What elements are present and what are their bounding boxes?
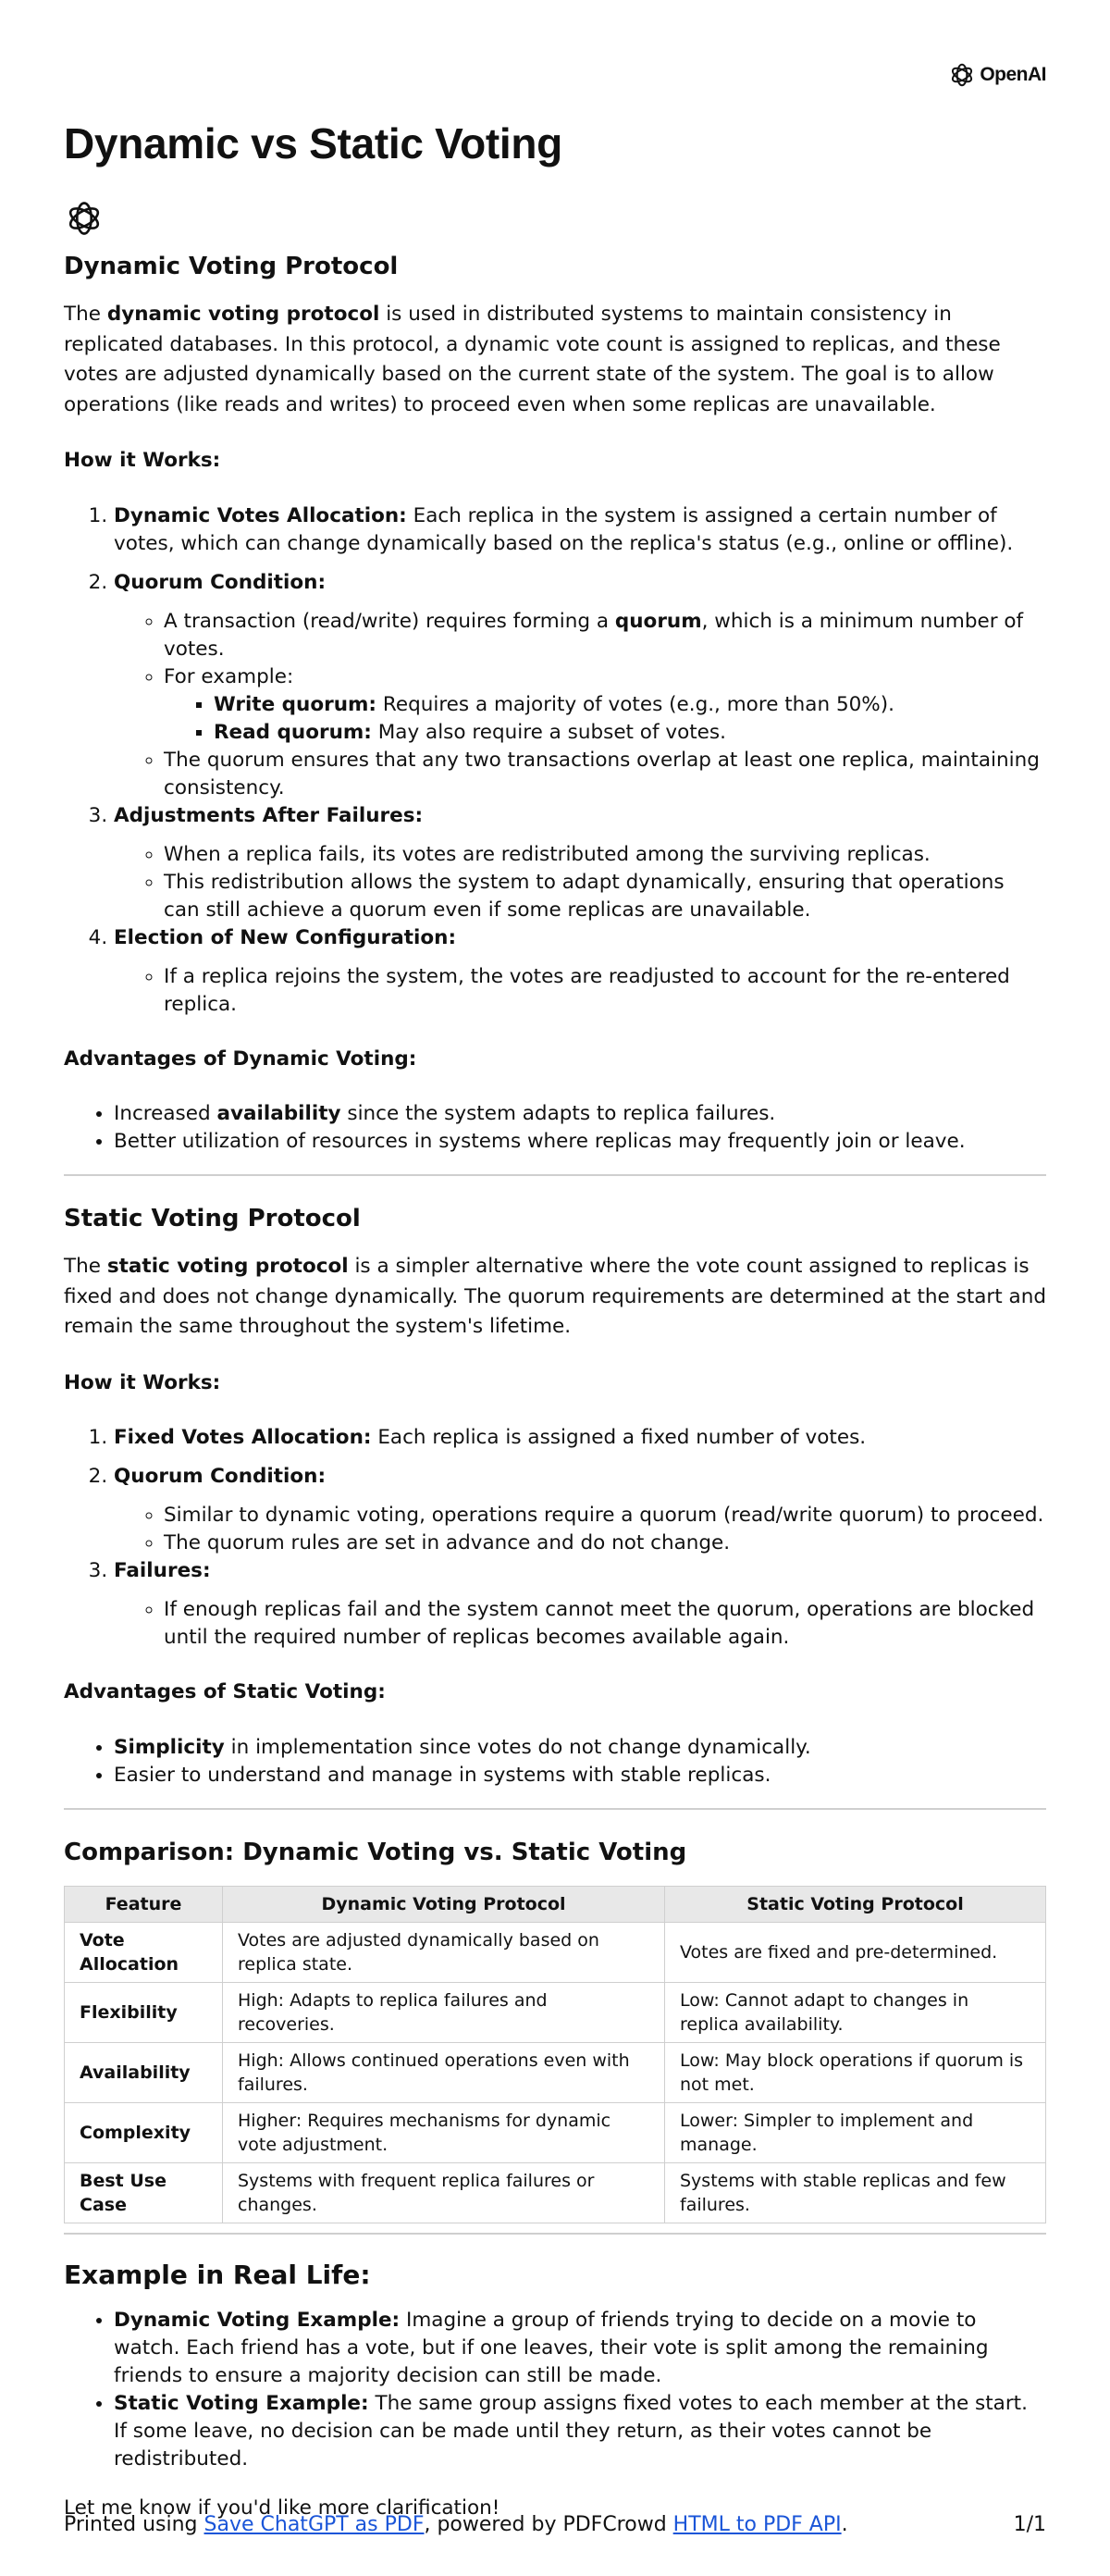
static-intro: The static voting protocol is a simpler alternative where the vote count assigned to replicas is fixed and does not change dynamically. The quorum requirements are determined at the start and remain the same throughout the system's lifetime. — [64, 1255, 1046, 1338]
response-content — [64, 250, 1046, 2523]
static-steps — [64, 1424, 1046, 1652]
dynamic-how-heading: How it Works: — [64, 449, 221, 472]
table-row — [65, 1982, 1046, 2042]
table-cell: Lower: Simpler to implement and manage. — [665, 2102, 1046, 2162]
list-item: ◦ The quorum ensures that any two transactions overlap at least one replica, maintaining consistency. — [164, 747, 1046, 802]
table-cell: Systems with frequent replica failures or changes. — [223, 2162, 665, 2223]
list-item: ◦ The quorum rules are set in advance and do not change. — [164, 1530, 1046, 1557]
list-item: 1. Dynamic Votes Allocation: Each replica in the system is assigned a certain number of votes, which can change dynamically based on the replica's status (e.g., online or offline). — [114, 502, 1046, 558]
list-item: ▪ Read quorum: May also require a subset of votes. — [214, 719, 1046, 747]
table-cell: High: Adapts to replica failures and recoveries. — [223, 1982, 665, 2042]
table-row — [65, 2102, 1046, 2162]
list-item: • Static Voting Example: The same group assigns fixed votes to each member at the start. If some leave, no decision can be made until they return, as their votes cannot be redistributed. — [114, 2390, 1046, 2473]
table-row — [65, 2042, 1046, 2102]
list-item: 3. Adjustments After Failures: ◦ When a replica fails, its votes are redistributed among the surviving replicas. ◦ This redistribution allows the system to adapt dynamically, ensuring that operations can still achieve a quorum even if some replicas are unavailable. — [114, 802, 1046, 924]
example-list — [64, 2307, 1046, 2473]
print-footer — [64, 2513, 1046, 2536]
column-header: Dynamic Voting Protocol — [223, 1886, 665, 1922]
table-cell: Votes are adjusted dynamically based on replica state. — [223, 1922, 665, 1982]
list-item: 4. Election of New Configuration: ◦ If a replica rejoins the system, the votes are readjusted to account for the re-entered replica. — [114, 924, 1046, 1019]
list-item: ◦ If enough replicas fail and the system cannot meet the quorum, operations are blocked until the required number of replicas becomes available again. — [164, 1596, 1046, 1652]
list-item: ◦ A transaction (read/write) requires forming a quorum, which is a minimum number of votes. — [164, 608, 1046, 663]
table-cell: Higher: Requires mechanisms for dynamic vote adjustment. — [223, 2102, 665, 2162]
list-item: • Increased availability since the system adapts to replica failures. — [114, 1100, 1046, 1128]
list-item: ◦ For example: ▪ Write quorum: Requires a majority of votes (e.g., more than 50%). ▪ Read quorum: May also require a subset of votes. — [164, 663, 1046, 747]
list-item: • Easier to understand and manage in systems with stable replicas. — [114, 1762, 1046, 1790]
header-brand — [948, 61, 1046, 89]
table-cell: Complexity — [65, 2102, 223, 2162]
list-item: ◦ If a replica rejoins the system, the votes are readjusted to account for the re-entered replica. — [164, 963, 1046, 1019]
divider — [64, 2233, 1046, 2235]
closing-text: Let me know if you'd like more clarification! — [64, 2496, 500, 2520]
table-cell: Votes are fixed and pre-determined. — [665, 1922, 1046, 1982]
list-item: ◦ This redistribution allows the system to adapt dynamically, ensuring that operations can still achieve a quorum even if some replicas are unavailable. — [164, 869, 1046, 924]
table-cell: Flexibility — [65, 1982, 223, 2042]
static-heading: Static Voting Protocol — [64, 1205, 361, 1232]
comparison-heading: Comparison: Dynamic Voting vs. Static Voting — [64, 1838, 687, 1866]
static-how-heading: How it Works: — [64, 1370, 221, 1394]
example-heading: Example in Real Life: — [64, 2259, 371, 2290]
footer-credit: Printed using Save ChatGPT as PDF, powered by PDFCrowd HTML to PDF API. — [64, 2513, 848, 2536]
table-header-row — [65, 1886, 1046, 1922]
table-cell: Best Use Case — [65, 2162, 223, 2223]
dynamic-intro: The dynamic voting protocol is used in distributed systems to maintain consistency in replicated databases. In this protocol, a dynamic vote count is assigned to replicas, and these votes are adjusted dynamically based on the current state of the system. The goal is to allow operations (like reads and writes) to proceed even when some replicas are unavailable. — [64, 303, 1001, 416]
divider — [64, 1808, 1046, 1810]
page-number: 1/1 — [1013, 2513, 1046, 2536]
list-item: • Simplicity in implementation since votes do not change dynamically. — [114, 1734, 1046, 1762]
table-cell: Systems with stable replicas and few failures. — [665, 2162, 1046, 2223]
column-header: Feature — [65, 1886, 223, 1922]
static-adv-heading: Advantages of Static Voting: — [64, 1680, 386, 1703]
list-item: • Better utilization of resources in systems where replicas may frequently join or leave. — [114, 1128, 1046, 1156]
dynamic-heading: Dynamic Voting Protocol — [64, 253, 399, 280]
list-item: 1. Fixed Votes Allocation: Each replica is assigned a fixed number of votes. — [114, 1424, 1046, 1452]
static-advantages — [64, 1734, 1046, 1790]
divider — [64, 1174, 1046, 1176]
list-item: 2. Quorum Condition: ◦ A transaction (read/write) requires forming a quorum, which is a minimum number of votes. ◦ For example: ▪ Write quorum: Requires a majority of votes (e.g., more than 50%). ▪ Read quorum: May also require a subset of votes. ◦ The quorum ensures that any two transactions overlap at least one replica, maintaining consistency. — [114, 569, 1046, 802]
page-title: Dynamic vs Static Voting — [64, 119, 562, 167]
chatgpt-avatar-icon — [64, 198, 105, 239]
save-chatgpt-link[interactable]: Save ChatGPT as PDF — [204, 2513, 425, 2536]
column-header: Static Voting Protocol — [665, 1886, 1046, 1922]
brand-name: OpenAI — [980, 64, 1046, 85]
table-cell: Low: May block operations if quorum is not met. — [665, 2042, 1046, 2102]
list-item: 3. Failures: ◦ If enough replicas fail and the system cannot meet the quorum, operations are blocked until the required number of replicas becomes available again. — [114, 1557, 1046, 1652]
table-cell: Availability — [65, 2042, 223, 2102]
list-item: ◦ When a replica fails, its votes are redistributed among the surviving replicas. — [164, 841, 1046, 869]
comparison-table — [64, 1886, 1046, 2223]
openai-logo-icon — [948, 61, 976, 89]
dynamic-advantages — [64, 1100, 1046, 1156]
table-row — [65, 2162, 1046, 2223]
table-cell: Low: Cannot adapt to changes in replica availability. — [665, 1982, 1046, 2042]
list-item: ▪ Write quorum: Requires a majority of votes (e.g., more than 50%). — [214, 691, 1046, 719]
list-item: 2. Quorum Condition: ◦ Similar to dynamic voting, operations require a quorum (read/write quorum) to proceed. ◦ The quorum rules are set in advance and do not change. — [114, 1463, 1046, 1557]
list-item: ◦ Similar to dynamic voting, operations require a quorum (read/write quorum) to proceed. — [164, 1502, 1046, 1530]
dynamic-steps — [64, 502, 1046, 1019]
table-cell: Vote Allocation — [65, 1922, 223, 1982]
dynamic-adv-heading: Advantages of Dynamic Voting: — [64, 1046, 417, 1071]
table-row — [65, 1922, 1046, 1982]
list-item: • Dynamic Voting Example: Imagine a group of friends trying to decide on a movie to watch. Each friend has a vote, but if one leaves, their vote is split among the remaining friends to ensure a majority decision can still be made. — [114, 2307, 1046, 2390]
html-to-pdf-link[interactable]: HTML to PDF API — [672, 2513, 842, 2536]
table-cell: High: Allows continued operations even with failures. — [223, 2042, 665, 2102]
